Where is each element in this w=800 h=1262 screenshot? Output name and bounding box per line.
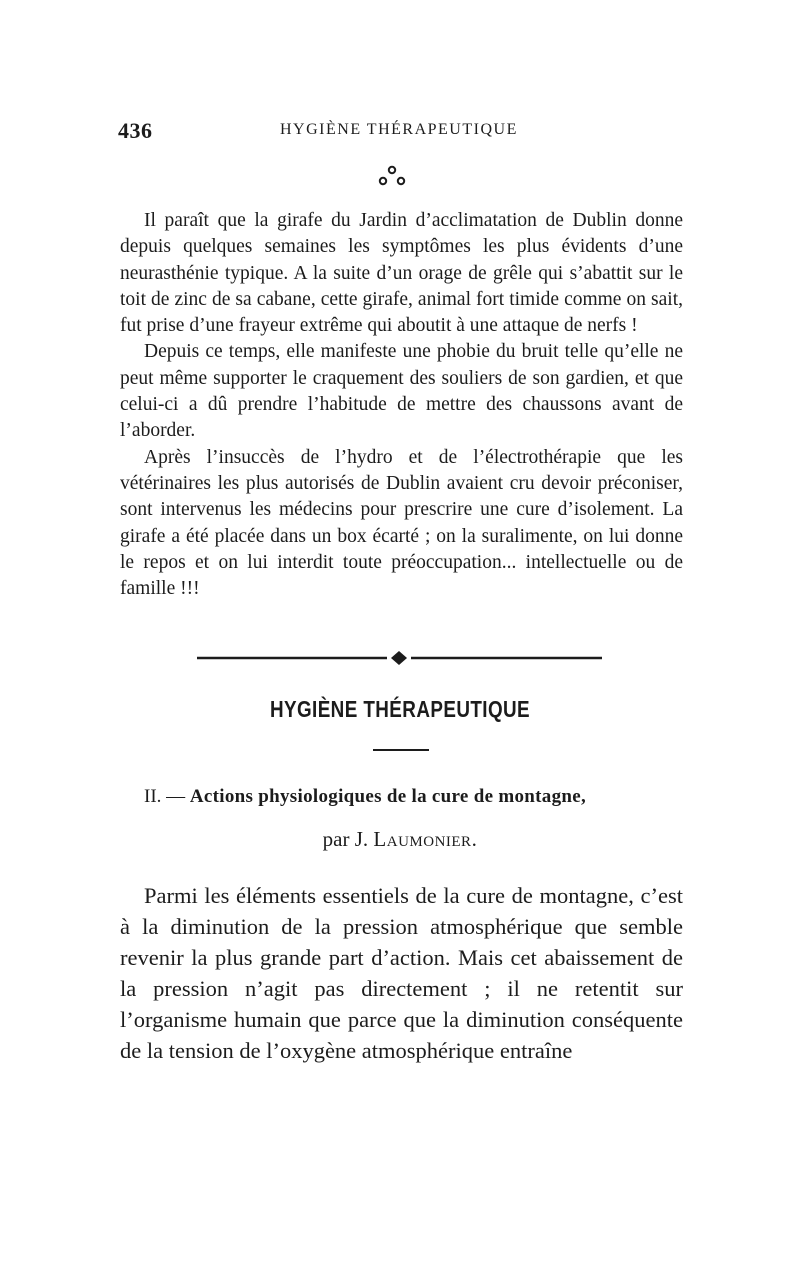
byline-prefix: par J. xyxy=(322,827,369,851)
article-title: Actions physiologiques de la cure de montagne, xyxy=(189,786,587,807)
paragraph-girafe: Il paraît que la girafe du Jardin d’acclimatation de Dublin donne depuis quelques semaines les symptômes les plus évidents d’une neurasthénie typique. A la suite d’un orage de grêle qui s’abattit sur le toit de zinc de sa cabane, cette girafe, animal fort timide comme on sait, fut prise d’une frayeur extrême qui aboutit à une attaque de nerfs ! xyxy=(120,210,683,337)
lead-text xyxy=(120,880,683,1066)
short-rule xyxy=(373,749,429,751)
byline xyxy=(0,827,800,852)
author-name: Laumonier. xyxy=(373,827,478,851)
diamond-rule-ornament xyxy=(197,651,602,665)
section-title: HYGIÈNE THÉRAPEUTIQUE xyxy=(269,696,531,722)
article-heading xyxy=(144,786,586,808)
article-text xyxy=(120,208,683,602)
paragraph-phobie: Depuis ce temps, elle manifeste une phobie du bruit telle qu’elle ne peut même supporter le craquement des souliers de son gardien, et que celui-ci a dû prendre l’habitude de mettre des chaussons avant de l’aborder. xyxy=(120,341,683,442)
running-head: HYGIÈNE THÉRAPEUTIQUE xyxy=(280,121,518,138)
asterism-ornament xyxy=(372,162,412,192)
paragraph-isolement: Après l’insuccès de l’hydro et de l’électrothérapie que les vétérinaires les plus autorisés de Dublin avaient cru devoir préconiser, sont intervenus les médecins pour prescrire une cure d’isolement. La girafe a été placée dans un box écarté ; on la suralimente, on lui donne le repos et on lui interdit toute préoccupation... intellectuelle ou de famille !!! xyxy=(120,446,683,600)
article-number: II. — xyxy=(144,786,186,807)
page-number: 436 xyxy=(118,118,153,143)
lead-paragraph: Parmi les éléments essentiels de la cure de montagne, c’est à la diminution de la pression atmosphérique que semble revenir la plus grande part d’action. Mais cet abaissement de la pression n’agit pas directement ; il ne retentit sur l’organisme humain que parce que la diminution conséquente de la tension de l’oxygène atmosphérique entraîne xyxy=(120,883,683,1063)
